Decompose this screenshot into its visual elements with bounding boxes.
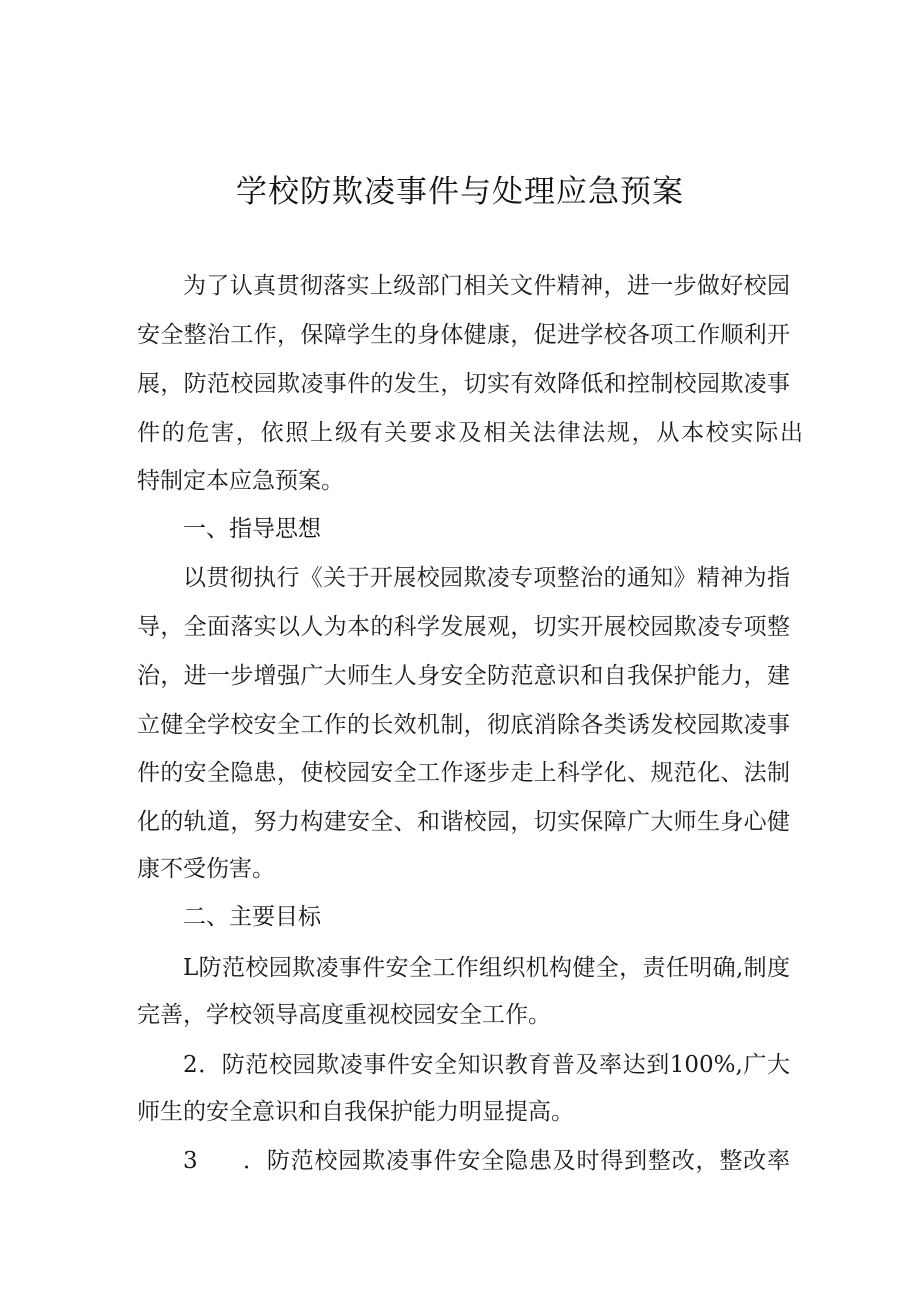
- intro-line-1: 为了认真贯彻落实上级部门相关文件精神，进一步做好校园: [183, 273, 790, 299]
- document-title: 学校防欺凌事件与处理应急预案: [236, 174, 684, 210]
- section1-line-3: 治，进一步增强广大师生人身安全防范意识和自我保护能力，建: [137, 663, 790, 689]
- intro-line-4: 件的危害，依照上级有关要求及相关法律法规，从本校实际出: [137, 420, 803, 446]
- section1-line-5: 件的安全隐患，使校园安全工作逐步走上科学化、规范化、法制: [137, 760, 790, 786]
- section-heading-main-goals: 二、主要目标: [183, 904, 321, 930]
- goal-3-number: 3: [183, 1148, 198, 1174]
- goal-2-line-2: 师生的安全意识和自我保护能力明显提高。: [137, 1099, 574, 1125]
- section1-line-4: 立健全学校安全工作的长效机制，彻底消除各类诱发校园欺凌事: [137, 712, 790, 738]
- section-heading-guiding-ideology: 一、指导思想: [183, 516, 321, 542]
- goal-1-line-1: L防范校园欺凌事件安全工作组织机构健全，责任明确,制度: [183, 955, 790, 981]
- section1-line-6: 化的轨道，努力构建安全、和谐校园，切实保障广大师生身心健: [137, 809, 790, 835]
- intro-line-2: 安全整治工作，保障学生的身体健康，促进学校各项工作顺利开: [137, 322, 790, 348]
- section1-line-2: 导，全面落实以人为本的科学发展观，切实开展校园欺凌专项整: [137, 614, 790, 640]
- section1-line-7: 康不受伤害。: [137, 856, 275, 882]
- intro-line-5: 特制定本应急预案。: [137, 468, 344, 494]
- goal-2-line-1: 2．防范校园欺凌事件安全知识教育普及率达到100%,广大: [183, 1052, 790, 1078]
- intro-line-3: 展，防范校园欺凌事件的发生，切实有效降低和控制校园欺凌事: [137, 371, 790, 397]
- goal-1-line-2: 完善，学校领导高度重视校园安全工作。: [137, 1002, 551, 1028]
- section1-line-1: 以贯彻执行《关于开展校园欺凌专项整治的通知》精神为指: [183, 565, 790, 591]
- goal-3-line-1: ．防范校园欺凌事件安全隐患及时得到整改，整改率: [243, 1148, 790, 1174]
